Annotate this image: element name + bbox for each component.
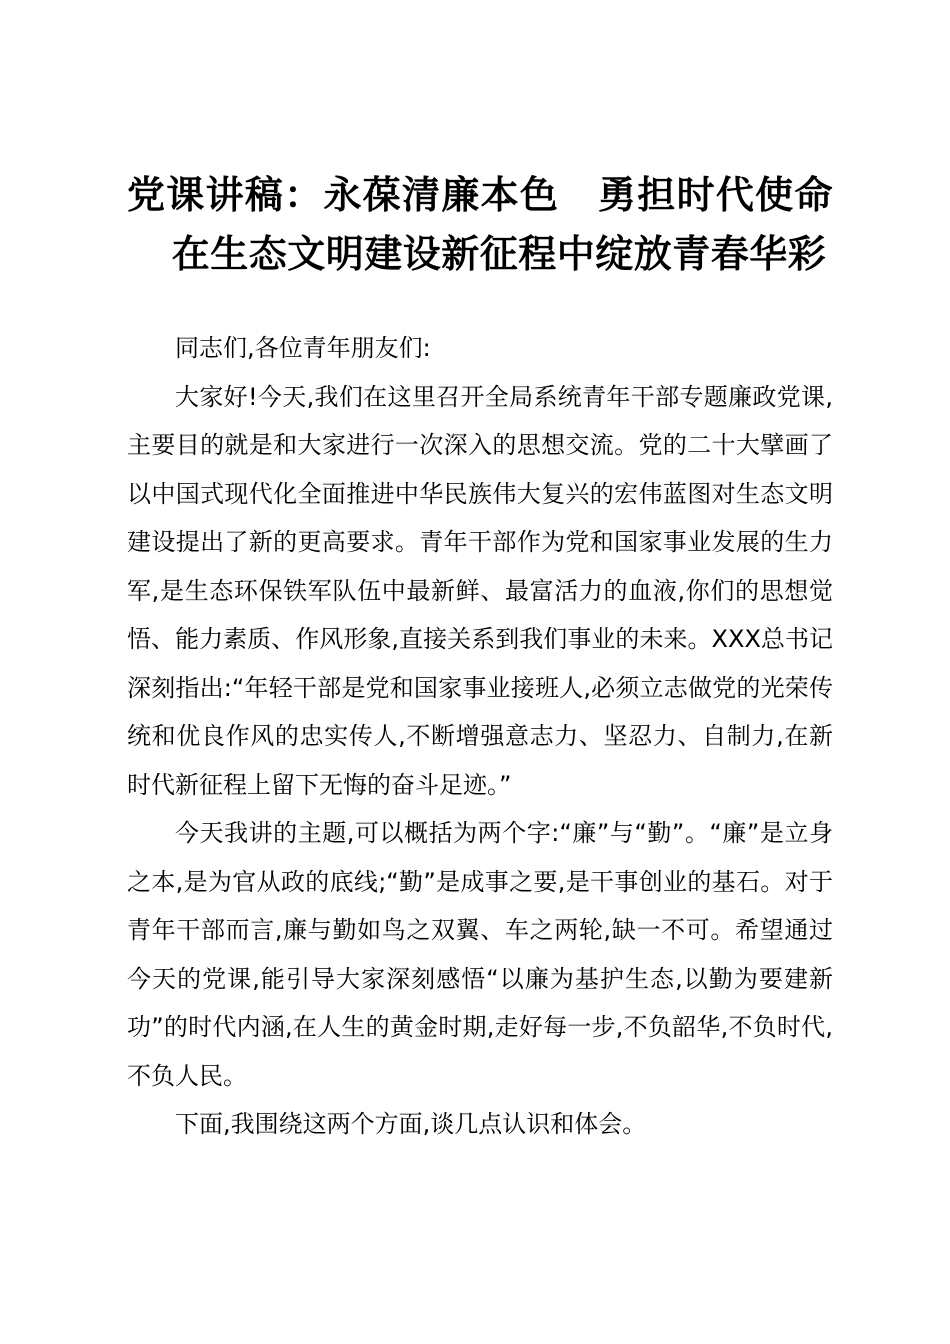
body-paragraph: 今天我讲的主题,可以概括为两个字:“廉”与“勤”。“廉”是立身之本,是为官从政的底线;“勤”是成事之要,是干事创业的基石。对于青年干部而言,廉与勤如鸟之双翼、车之两轮,缺一不可。希望通过今天的党课,能引导大家深刻感悟“以廉为基护生态,以勤为要建新功”的时代内涵,在人生的黄金时期,走好每一步,不负韶华,不负时代,不负人民。 <box>127 819 833 1090</box>
title-part-1: 党课讲稿：永葆清廉本色 <box>127 173 560 217</box>
document-body <box>127 324 833 1149</box>
title-part-2: 勇担时代使命 <box>597 173 833 217</box>
salutation-paragraph: 同志们,各位青年朋友们: <box>175 334 431 362</box>
document-title <box>127 166 833 284</box>
body-paragraph: 下面,我围绕这两个方面,谈几点认识和体会。 <box>175 1110 647 1138</box>
body-paragraph: 大家好!今天,我们在这里召开全局系统青年干部专题廉政党课,主要目的就是和大家进行一次深入的思想交流。党的二十大擘画了以中国式现代化全面推进中华民族伟大复兴的宏伟蓝图对生态文明建设提出了新的更高要求。青年干部作为党和国家事业发展的生力军,是生态环保铁军队伍中最新鲜、最富活力的血液,你们的思想觉悟、能力素质、作风形象,直接关系到我们事业的未来。XXX总书记深刻指出:“年轻干部是党和国家事业接班人,必须立志做党的光荣传统和优良作风的忠实传人,不断增强意志力、坚忍力、自制力,在新时代新征程上留下无悔的奋斗足迹。” <box>127 382 833 799</box>
title-part-3: 在生态文明建设新征程中绽放青春华彩 <box>171 232 827 276</box>
